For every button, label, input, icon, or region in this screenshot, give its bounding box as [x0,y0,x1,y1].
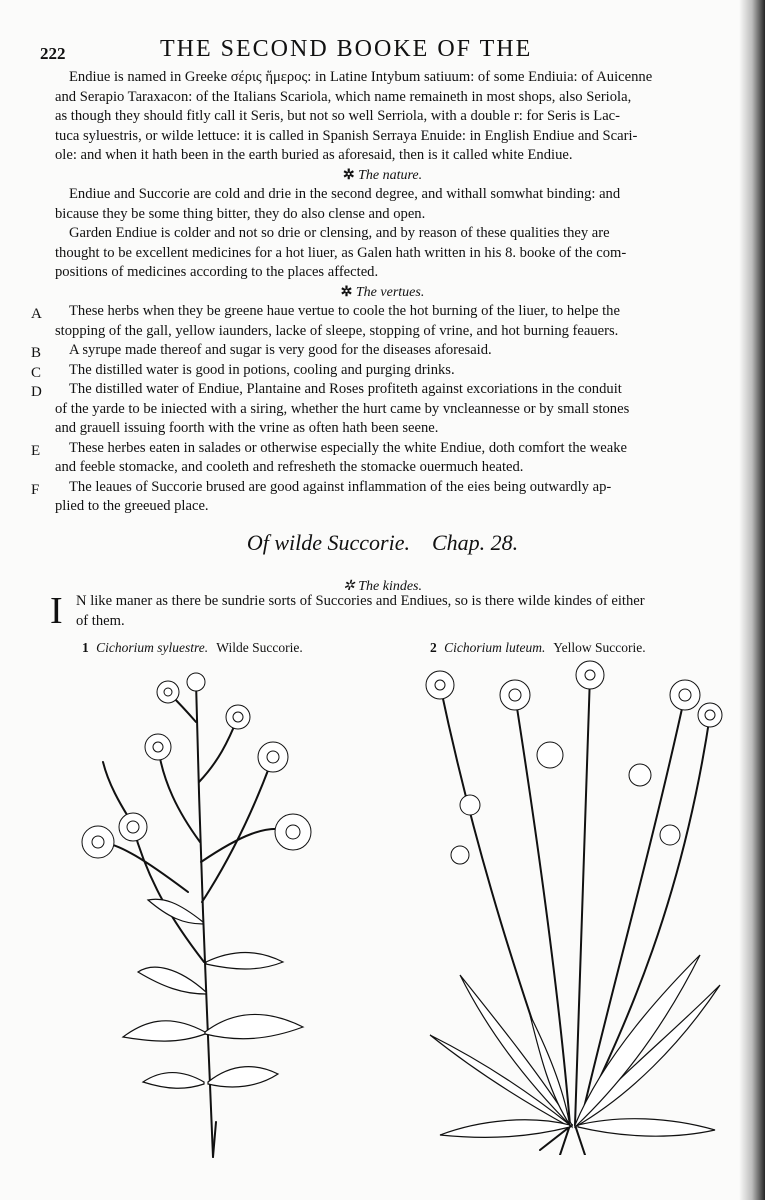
nature-line: Garden Endiue is colder and not so drie or clensing, and by reason of these qualities they are [69,225,610,241]
drop-capital: I [50,590,63,632]
section-heading-nature [55,166,710,186]
figure-english-name: Wilde Succorie. [216,640,303,655]
figure-latin-name: Cichorium syluestre. [96,640,209,655]
page-spine-shadow [739,0,765,1200]
body-line: and Serapio Taraxacon: of the Italians Scariola, which name remaineth in most shops, also Seriola, [55,88,632,105]
chapter-title: Of wilde Succorie. [246,530,410,555]
chapter-heading [0,530,765,556]
vertue-item [31,478,710,517]
vertue-item [31,302,710,341]
star-ornament-icon: ✲ [343,579,355,594]
margin-letter: D [31,384,42,400]
vertue-item [31,341,710,361]
nature-line: positions of medicines according to the places affected. [55,264,379,280]
figure-caption-1 [82,640,303,656]
figure-latin-name: Cichorium luteum. [444,640,546,655]
body-line: Endiue is named in Greeke σέρις ἥμερος: in Latine Intybum satiuum: of some Endiuia: of Auicenne [69,69,653,85]
heading-text: The vertues. [355,284,425,300]
star-ornament-icon: ✲ [340,284,353,300]
vertue-line: stopping of the gall, yellow iaunders, lacke of sleepe, stopping of vrine, and hot burning feauers. [55,322,619,339]
page-header [40,36,720,66]
body-line: ole: and when it hath been in the earth buried as aforesaid, then is it called white Endiue. [55,147,573,163]
figure-english-name: Yellow Succorie. [553,640,646,655]
vertue-item [31,361,710,381]
running-title: THE SECOND BOOKE OF THE [160,36,533,62]
vertue-line: These herbes eaten in salades or otherwise especially the white Endiue, doth comfort the weake [69,439,628,456]
nature-line: thought to be excellent medicines for a hot liuer, as Galen hath written in his 8. booke of the com- [55,244,627,261]
vertue-item [31,380,710,439]
vertue-line: and feeble stomacke, and cooleth and refresheth the stomacke ouermuch heated. [55,459,524,475]
heading-text: The nature. [358,167,423,183]
section-heading-vertues [55,283,710,303]
vertue-line: The distilled water of Endiue, Plantaine and Roses profiteth against excoriations in the conduit [69,381,622,397]
figure-number: 1 [82,640,89,655]
body-line: tuca syluestris, or wilde lettuce: it is called in Spanish Serraya Enuide: in English Endiue and Scari- [55,127,638,144]
chapter-number: Chap. 28. [431,530,519,555]
margin-letter: A [31,306,42,322]
margin-letter: E [31,442,41,459]
kindes-line: of them. [76,612,125,629]
wilde-succorie-woodcut [78,662,318,1162]
vertue-line: plied to the greeued place. [55,498,209,514]
nature-line: bicause they be some thing bitter, they do also clense and open. [55,205,426,222]
heading-text: The kindes. [358,579,422,594]
vertue-line: of the yarde to be iniected with a siring, whether the hurt came by vncleannesse or by small stones [55,400,630,417]
kindes-line: N like maner as there be sundrie sorts of Succories and Endiues, so is there wilde kindes of either [76,593,645,609]
body-line: as though they should fitly call it Seris, but not so well Serriola, with a double r: for Seris is Lac- [55,108,621,124]
yellow-succorie-woodcut [420,655,725,1155]
margin-letter: C [31,364,42,381]
margin-letter: B [31,345,42,361]
body-text [31,68,710,517]
flower-heads [426,661,722,864]
star-ornament-icon: ✲ [342,167,355,183]
vertue-line: The distilled water is good in potions, cooling and purging drinks. [69,361,455,378]
vertue-line: A syrupe made thereof and sugar is very good for the diseases aforesaid. [69,342,492,358]
nature-line: Endiue and Succorie are cold and drie in the second degree, and withall somwhat binding: and [69,186,621,202]
vertue-line: These herbs when they be greene haue vertue to coole the hot burning of the liuer, to helpe the [69,303,620,319]
figure-number: 2 [430,640,437,655]
vertue-line: and grauell issuing foorth with the vrine as often hath been seene. [55,420,439,436]
vertue-line: The leaues of Succorie brused are good against inflammation of the eies being outwardly ap- [69,478,612,495]
figure-caption-2 [430,640,646,656]
vertue-item [31,439,710,478]
kindes-paragraph [50,590,718,632]
page-number: 222 [40,44,66,63]
margin-letter: F [31,481,40,498]
